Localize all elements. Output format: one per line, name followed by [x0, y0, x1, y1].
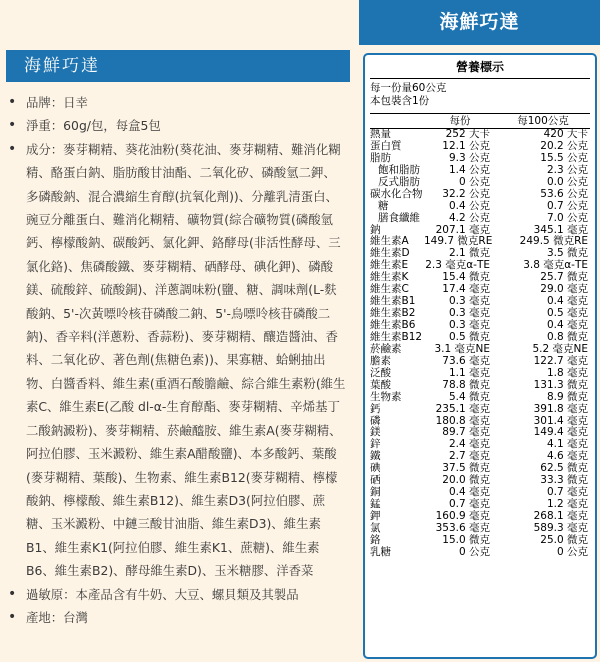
per-serving-value: 180.8 毫克: [435, 414, 490, 427]
per-100g-value: 0.8 微克: [546, 330, 588, 343]
nutrient-name: 維生素B6: [370, 319, 416, 331]
per-serving-value: 15.4 微克: [442, 271, 490, 284]
per-100g-value: 589.3 毫克: [533, 521, 588, 534]
column-header-per-serving: 每份: [449, 115, 471, 127]
nutrient-name: 銅: [370, 486, 381, 499]
per-100g-value: 5.2 毫克NE: [532, 342, 588, 355]
per-100g-value: 0.4 毫克: [546, 319, 588, 331]
per-100g-value: 4.6 毫克: [546, 450, 588, 463]
nutrition-row: [370, 404, 590, 416]
nutrient-name: 碳水化合物: [370, 187, 423, 200]
nutrient-name: 脂肪: [370, 151, 391, 164]
nutrient-name: 膳食纖維: [378, 211, 420, 224]
column-header-per-100g: 每100公克: [517, 115, 569, 127]
nutrient-name: 鈉: [370, 223, 381, 236]
per-serving-value: 78.8 微克: [442, 378, 490, 391]
per-100g-value: 2.3 公克: [546, 163, 588, 176]
per-100g-value: 0.7 公克: [546, 199, 588, 212]
per-100g-value: 345.1 毫克: [533, 223, 588, 236]
per-serving-value: 1.1 毫克: [448, 366, 490, 379]
nutrient-name: 鎂: [370, 426, 381, 439]
nutrient-name: 飽和脂肪: [378, 163, 420, 176]
per-serving-value: 0.3 毫克: [448, 307, 490, 320]
servings-per-package: 本包裝含1份: [370, 95, 430, 107]
per-serving-value: 160.9 毫克: [435, 510, 490, 522]
per-serving-value: 235.1 毫克: [435, 402, 490, 415]
per-100g-value: 8.9 微克: [546, 390, 588, 403]
per-100g-value: 0.7 毫克: [546, 486, 588, 499]
per-serving-value: 1.4 公克: [448, 163, 490, 176]
per-100g-value: 3.5 微克: [546, 247, 588, 260]
per-100g-value: 7.0 公克: [546, 211, 588, 224]
nutrient-name: 熱量: [370, 128, 391, 140]
nutrient-name: 維生素B2: [370, 307, 416, 320]
per-100g-value: 268.1 毫克: [533, 510, 588, 522]
per-serving-value: 2.7 毫克: [448, 450, 490, 463]
per-serving-value: 0 公克: [458, 545, 490, 558]
per-serving-value: 2.1 微克: [448, 247, 490, 260]
per-serving-value: 17.4 毫克: [442, 283, 490, 296]
per-serving-value: 9.3 公克: [448, 151, 490, 164]
per-100g-value: 391.8 毫克: [533, 402, 588, 415]
product-info-item: • 成分：麥芽糊精、葵花油粉(葵花油、麥芽糊精、難消化糊精、酪蛋白鈉、脂肪酸甘油酯、二氧化矽、磷酸氫二鉀、多磷酸鈉、混合濃縮生育醇(抗氧化劑))、分離乳清蛋白、豌豆分離蛋白、難消化糊精、礦物質(綜合礦物質(磷酸氫鈣、檸檬酸鈉、碳酸鈣、氯化鉀、鉻酵母(非活性酵母、三氯化鉻)、焦磷酸鐵、麥芽糊精、硒酵母、碘化鉀)、磷酸鎂、硫酸鋅、硫酸銅)、洋蔥調味粉(鹽、糖、調味劑(L-麩酸鈉、5'-次黃嘌呤核苷磷酸二鈉、5'-烏嘌呤核苷磷酸二鈉)、香辛料(洋蔥粉、香蒜粉)、麥芽糊精、釀造醬油、香料、二氧化矽、著色劑(焦糖色素))、果寡糖、蛤蜊抽出物、白醬香料、維生素(重酒石酸膽鹼、綜合維生素粉(維生素C、維生素E(乙酸 dl-α-生育醇酯、麥芽糊精、辛烯基丁二酸鈉澱粉)、麥芽糊精、菸鹼醯胺、維生素A(麥芽糊精、阿拉伯膠、玉米澱粉、維生素A醋酸鹽)、本多酸鈣、葉酸(麥芽糊精、葉酸)、生物素、維生素B12(麥芽糊精、檸檬酸鈉、檸檬酸、維生素B12)、維生素D3(阿拉伯膠、蔗糖、玉米澱粉、中鏈三酸甘油脂、維生素D3)、維生素B1、維生素K1(阿拉伯膠、維生素K1、蔗糖)、維生素B6、維生素B2)、酵母維生素D)、玉米糖膠、洋香菜: [8, 138, 348, 583]
nutrition-row: [370, 165, 590, 177]
per-100g-value: 249.5 微克RE: [519, 235, 588, 248]
per-100g-value: 15.5 公克: [540, 151, 588, 164]
nutrient-name: 泛酸: [370, 366, 391, 379]
per-100g-value: 29.0 毫克: [540, 283, 588, 296]
nutrient-name: 維生素C: [370, 283, 409, 296]
nutrient-name: 維生素E: [370, 259, 409, 272]
nutrient-name: 維生素B1: [370, 295, 416, 308]
nutrient-name: 鈣: [370, 402, 381, 415]
per-serving-value: 207.1 毫克: [435, 223, 490, 236]
per-100g-value: 131.3 微克: [533, 378, 588, 391]
product-info-item: • 產地：台灣: [8, 606, 348, 629]
nutrient-name: 維生素D: [370, 247, 410, 260]
per-serving-value: 149.7 微克RE: [424, 235, 493, 248]
nutrition-row: [370, 380, 590, 392]
per-serving-value: 37.5 微克: [442, 462, 490, 475]
nutrition-row: [370, 547, 590, 559]
nutrient-name: 鉻: [370, 533, 381, 546]
nutrition-row: [370, 177, 590, 189]
nutrition-rows: [370, 129, 590, 559]
nutrient-name: 鉀: [370, 510, 381, 522]
per-100g-value: 149.4 毫克: [533, 426, 588, 439]
product-info-item: • 品牌：日幸: [8, 91, 348, 114]
per-100g-value: 420 大卡: [543, 128, 588, 140]
per-100g-value: 1.2 毫克: [546, 498, 588, 511]
per-100g-value: 53.6 公克: [540, 187, 588, 200]
per-100g-value: 20.2 公克: [540, 139, 588, 152]
nutrient-name: 硒: [370, 474, 381, 487]
per-100g-value: 0.4 毫克: [546, 295, 588, 308]
nutrient-name: 磷: [370, 414, 381, 427]
per-100g-value: 4.1 毫克: [546, 438, 588, 451]
nutrition-row: [370, 213, 590, 225]
per-serving-value: 2.3 毫克α-TE: [425, 259, 490, 272]
per-100g-value: 3.8 毫克α-TE: [523, 259, 588, 272]
per-100g-value: 122.7 毫克: [533, 354, 588, 367]
nutrient-name: 糖: [378, 199, 389, 212]
nutrient-name: 維生素K: [370, 271, 409, 284]
per-serving-value: 73.6 毫克: [442, 354, 490, 367]
nutrition-row: [370, 201, 590, 213]
per-100g-value: 0 公克: [556, 545, 588, 558]
nutrient-name: 乳糖: [370, 545, 391, 558]
per-serving-value: 0.4 毫克: [448, 486, 490, 499]
per-serving-value: 0.7 毫克: [448, 498, 490, 511]
nutrient-name: 菸鹼素: [370, 342, 402, 355]
nutrient-name: 氯: [370, 521, 381, 534]
per-serving-value: 3.1 毫克NE: [434, 342, 490, 355]
per-serving-value: 0.3 毫克: [448, 319, 490, 331]
per-serving-value: 0 公克: [458, 175, 490, 188]
nutrition-label-title: 營養標示: [370, 59, 590, 79]
per-serving-value: 0.5 微克: [448, 330, 490, 343]
per-serving-value: 252 大卡: [445, 128, 490, 140]
per-100g-value: 0.0 公克: [546, 175, 588, 188]
nutrient-name: 碘: [370, 462, 381, 475]
column-header-nutrient: [370, 114, 424, 128]
per-serving-value: 32.2 公克: [442, 187, 490, 200]
nutrient-name: 膽素: [370, 354, 391, 367]
nutrition-column-header: [370, 113, 590, 129]
nutrient-name: 生物素: [370, 390, 402, 403]
serving-size: 每一份量60公克: [370, 82, 447, 94]
per-serving-value: 20.0 微克: [442, 474, 490, 487]
per-serving-value: 2.4 毫克: [448, 438, 490, 451]
nutrient-name: 維生素B12: [370, 330, 423, 343]
per-100g-value: 25.0 微克: [540, 533, 588, 546]
nutrient-name: 蛋白質: [370, 139, 402, 152]
product-info-list: [8, 91, 348, 629]
product-info-item: • 過敏原：本產品含有牛奶、大豆、螺貝類及其製品: [8, 583, 348, 606]
per-serving-value: 89.7 毫克: [442, 426, 490, 439]
nutrition-row: [370, 356, 590, 368]
per-serving-value: 5.4 微克: [448, 390, 490, 403]
nutrition-label: [370, 59, 590, 559]
nutrition-row: [370, 392, 590, 404]
per-100g-value: 33.3 微克: [540, 474, 588, 487]
per-serving-value: 0.3 毫克: [448, 295, 490, 308]
per-serving-value: 12.1 公克: [442, 139, 490, 152]
nutrient-name: 錳: [370, 498, 381, 511]
nutrition-label-panel: [363, 53, 597, 659]
per-serving-value: 4.2 公克: [448, 211, 490, 224]
section-title: 海鮮巧達: [6, 50, 350, 82]
nutrient-name: 反式脂肪: [378, 175, 420, 188]
nutrient-name: 鐵: [370, 450, 381, 463]
per-100g-value: 0.5 毫克: [546, 307, 588, 320]
nutrient-name: 鋅: [370, 438, 381, 451]
product-name-header: 海鮮巧達: [359, 0, 600, 45]
nutrition-row: [370, 189, 590, 201]
nutrient-name: 葉酸: [370, 378, 391, 391]
per-100g-value: 25.7 微克: [540, 271, 588, 284]
product-info-item: • 淨重：60g/包，每盒5包: [8, 114, 348, 137]
per-serving-value: 353.6 毫克: [435, 521, 490, 534]
nutrient-name: 維生素A: [370, 235, 409, 248]
per-100g-value: 1.8 毫克: [546, 366, 588, 379]
nutrition-row: [370, 368, 590, 380]
per-100g-value: 62.5 微克: [540, 462, 588, 475]
per-serving-value: 0.4 公克: [448, 199, 490, 212]
per-serving-value: 15.0 微克: [442, 533, 490, 546]
per-100g-value: 301.4 毫克: [533, 414, 588, 427]
